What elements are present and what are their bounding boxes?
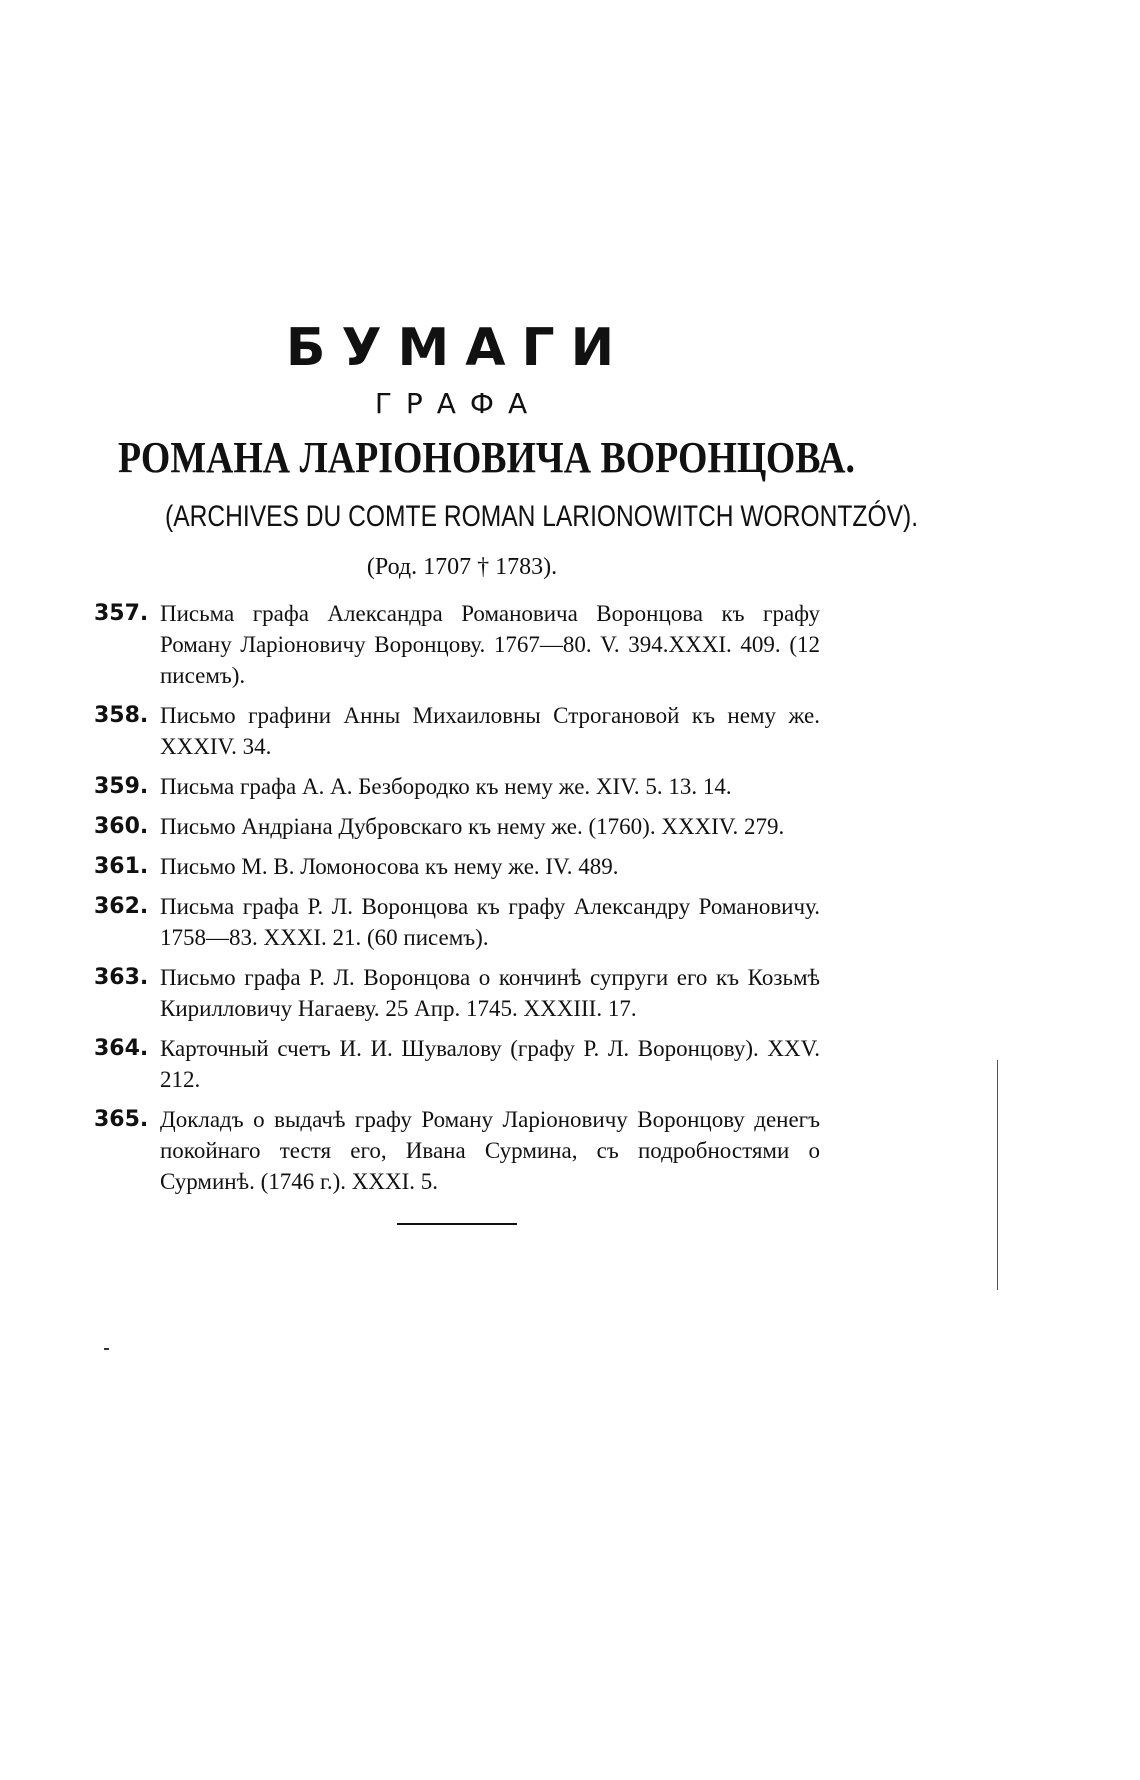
- list-item: [94, 962, 820, 1024]
- entry-text: Письма графа Р. Л. Воронцова къ графу Александру Романовичу. 1758—83. XXXI. 21. (60 писемъ).: [160, 894, 820, 950]
- list-item: [94, 851, 820, 882]
- entry-text: Письмо графини Анны Михаиловны Строгановой къ нему же. XXXIV. 34.: [160, 703, 820, 759]
- entry-text: Письмо графа Р. Л. Воронцова о кончинѣ супруги его къ Козьмѣ Кирилловичу Нагаеву. 25 Апр. 1745. XXXIII. 17.: [160, 965, 820, 1021]
- entry-number: 364.: [94, 1036, 149, 1061]
- entry-number: 357.: [94, 601, 149, 626]
- entry-text: Письмо Андріана Дубровскаго къ нему же. (1760). XXXIV. 279.: [160, 814, 785, 839]
- list-item: [94, 598, 820, 691]
- entry-number: 362.: [94, 894, 149, 919]
- entry-number: 360.: [94, 814, 149, 839]
- entry-text: Докладъ о выдачѣ графу Роману Ларіоновичу Воронцову денегъ покойнаго тестя его, Ивана Сурмина, съ подробностями о Сурминѣ. (1746 г.). XXXI. 5.: [160, 1107, 820, 1194]
- entry-number: 358.: [94, 703, 149, 728]
- list-item: [94, 1104, 820, 1197]
- scan-speck: [104, 1348, 109, 1350]
- entry-text: Письмо М. В. Ломоносова къ нему же. IV. 489.: [160, 854, 619, 879]
- list-item: [94, 700, 820, 762]
- person-name-heading: РОМАНА ЛАРІОНОВИЧА ВОРОНЦОВА.: [118, 433, 855, 482]
- entry-number: 359.: [94, 774, 149, 799]
- scan-edge-line: [997, 1060, 998, 1290]
- entry-text: Карточный счетъ И. И. Шувалову (графу Р. Л. Воронцову). XXV. 212.: [160, 1036, 820, 1092]
- entry-number: 365.: [94, 1107, 149, 1132]
- list-item: [94, 1033, 820, 1095]
- section-divider: [397, 1223, 517, 1225]
- list-item: [94, 891, 820, 953]
- entry-text: Письма графа Александра Романовича Воронцова къ графу Роману Ларіоновичу Воронцову. 1767—80. V. 394.XXXI. 409. (12 писемъ).: [160, 601, 820, 688]
- life-dates: (Род. 1707 † 1783).: [366, 554, 558, 580]
- page-subtitle: ГРАФА: [374, 387, 542, 420]
- entry-number: 361.: [94, 854, 149, 879]
- entry-list: [94, 598, 820, 1206]
- latin-title: (ARCHIVES DU COMTE ROMAN LARIONOWITCH WORONTZÓV).: [165, 500, 919, 533]
- list-item: [94, 771, 820, 802]
- page-title: БУМАГИ: [285, 318, 631, 378]
- entry-text: Письма графа А. А. Безбородко къ нему же. XIV. 5. 13. 14.: [160, 774, 732, 799]
- list-item: [94, 811, 820, 842]
- entry-number: 363.: [94, 965, 149, 990]
